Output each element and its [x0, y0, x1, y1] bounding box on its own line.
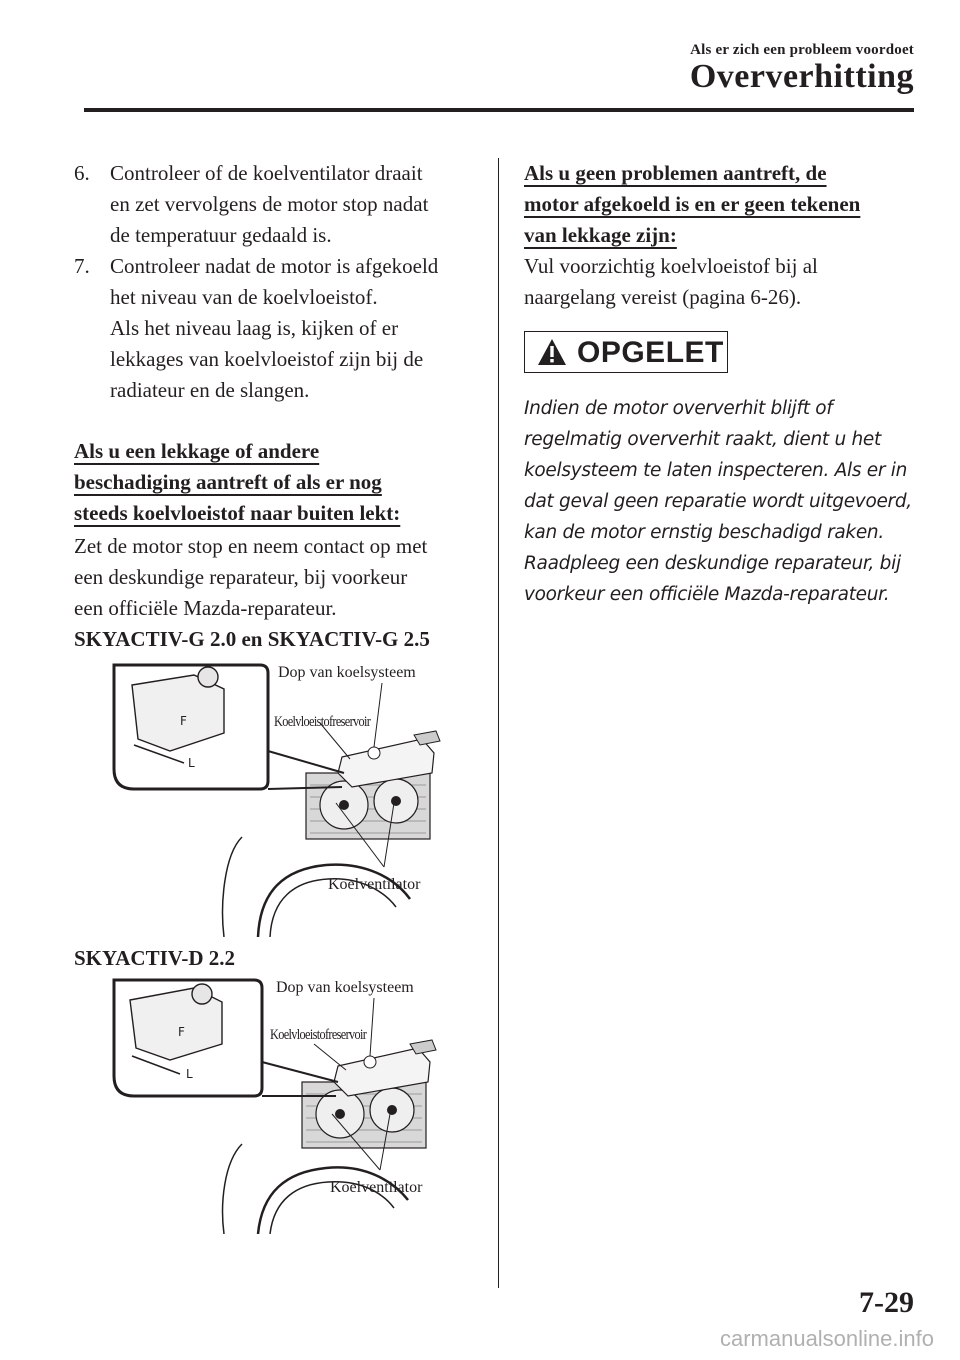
svg-text:L: L — [188, 756, 195, 770]
watermark: carmanualsonline.info — [719, 1326, 934, 1351]
label-coolant-reservoir: Koelvloeistofreservoir — [274, 714, 371, 730]
left-column — [74, 158, 474, 1234]
caution-text — [524, 393, 924, 610]
label-coolant-reservoir: Koelvloeistofreservoir — [270, 1027, 367, 1043]
label-cooling-fan: Koelventilator — [330, 1179, 423, 1196]
engine-bay-illustration-petrol — [74, 655, 474, 937]
no-problem-heading — [524, 158, 924, 251]
page-number: 7-29 — [859, 1286, 914, 1319]
step-line: lekkages van koelvloeistof zijn bij de — [110, 347, 424, 371]
caution-line: koelsysteem te laten inspecteren. Als er in — [524, 460, 907, 481]
step-list — [74, 158, 474, 406]
no-problem-body — [524, 251, 924, 313]
step-line: Controleer nadat de motor is afgekoeld — [110, 254, 439, 278]
heading-line: van lekkage zijn: — [524, 223, 677, 247]
step-line: Controleer of de koelventilator draait — [110, 161, 423, 185]
body-line: naargelang vereist (pagina 6-26). — [524, 285, 802, 309]
model-heading-petrol: SKYACTIV-G 2.0 en SKYACTIV-G 2.5 — [74, 627, 430, 651]
step-number: 7. — [74, 254, 90, 278]
svg-text:F: F — [178, 1025, 185, 1039]
caution-line: Indien de motor oververhit blijft of — [524, 398, 833, 419]
leak-body — [74, 531, 474, 624]
heading-line: motor afgekoeld is en er geen tekenen — [524, 192, 861, 216]
label-coolant-cap: Dop van koelsysteem — [278, 664, 416, 681]
caution-box — [524, 331, 728, 373]
svg-text:L: L — [186, 1067, 193, 1081]
heading-line: steeds koelvloeistof naar buiten lekt: — [74, 501, 401, 525]
caution-line: kan de motor ernstig beschadigd raken. — [524, 522, 884, 543]
step-text — [110, 158, 474, 251]
warning-triangle-icon — [537, 338, 567, 366]
engine-bay-illustration-diesel — [74, 974, 474, 1234]
column-divider — [498, 158, 499, 1288]
label-coolant-cap: Dop van koelsysteem — [276, 979, 414, 996]
step-6 — [74, 158, 474, 251]
step-line: het niveau van de koelvloeistof. — [110, 285, 378, 309]
section-title: Oververhitting — [689, 58, 914, 95]
header-rule — [84, 108, 914, 112]
model-heading-diesel: SKYACTIV-D 2.2 — [74, 946, 236, 970]
section-name: Als er zich een probleem voordoet — [690, 42, 914, 58]
step-line: de temperatuur gedaald is. — [110, 223, 332, 247]
heading-line: beschadiging aantreft of als er nog — [74, 470, 382, 494]
label-cooling-fan: Koelventilator — [328, 876, 421, 893]
step-number: 6. — [74, 161, 90, 185]
right-column — [524, 158, 924, 610]
svg-text:F: F — [180, 714, 187, 728]
step-line: radiateur en de slangen. — [110, 378, 310, 402]
step-line: Als het niveau laag is, kijken of er — [110, 316, 399, 340]
heading-line: Als u een lekkage of andere — [74, 439, 320, 463]
leak-heading — [74, 436, 474, 529]
body-line: Zet de motor stop en neem contact op met — [74, 534, 428, 558]
heading-line: Als u geen problemen aantreft, de — [524, 161, 827, 185]
caution-line: regelmatig oververhit raakt, dient u het — [524, 429, 881, 450]
step-text — [110, 251, 474, 406]
step-7 — [74, 251, 474, 406]
caution-line: dat geval geen reparatie wordt uitgevoerd, — [524, 491, 912, 512]
body-line: een officiële Mazda-reparateur. — [74, 596, 337, 620]
step-line: en zet vervolgens de motor stop nadat — [110, 192, 429, 216]
caution-line: Raadpleeg een deskundige reparateur, bij — [524, 553, 901, 574]
body-line: Vul voorzichtig koelvloeistof bij al — [524, 254, 818, 278]
body-line: een deskundige reparateur, bij voorkeur — [74, 565, 408, 589]
caution-title: OPGELET — [577, 335, 724, 369]
caution-line: voorkeur een officiële Mazda-reparateur. — [524, 584, 890, 605]
